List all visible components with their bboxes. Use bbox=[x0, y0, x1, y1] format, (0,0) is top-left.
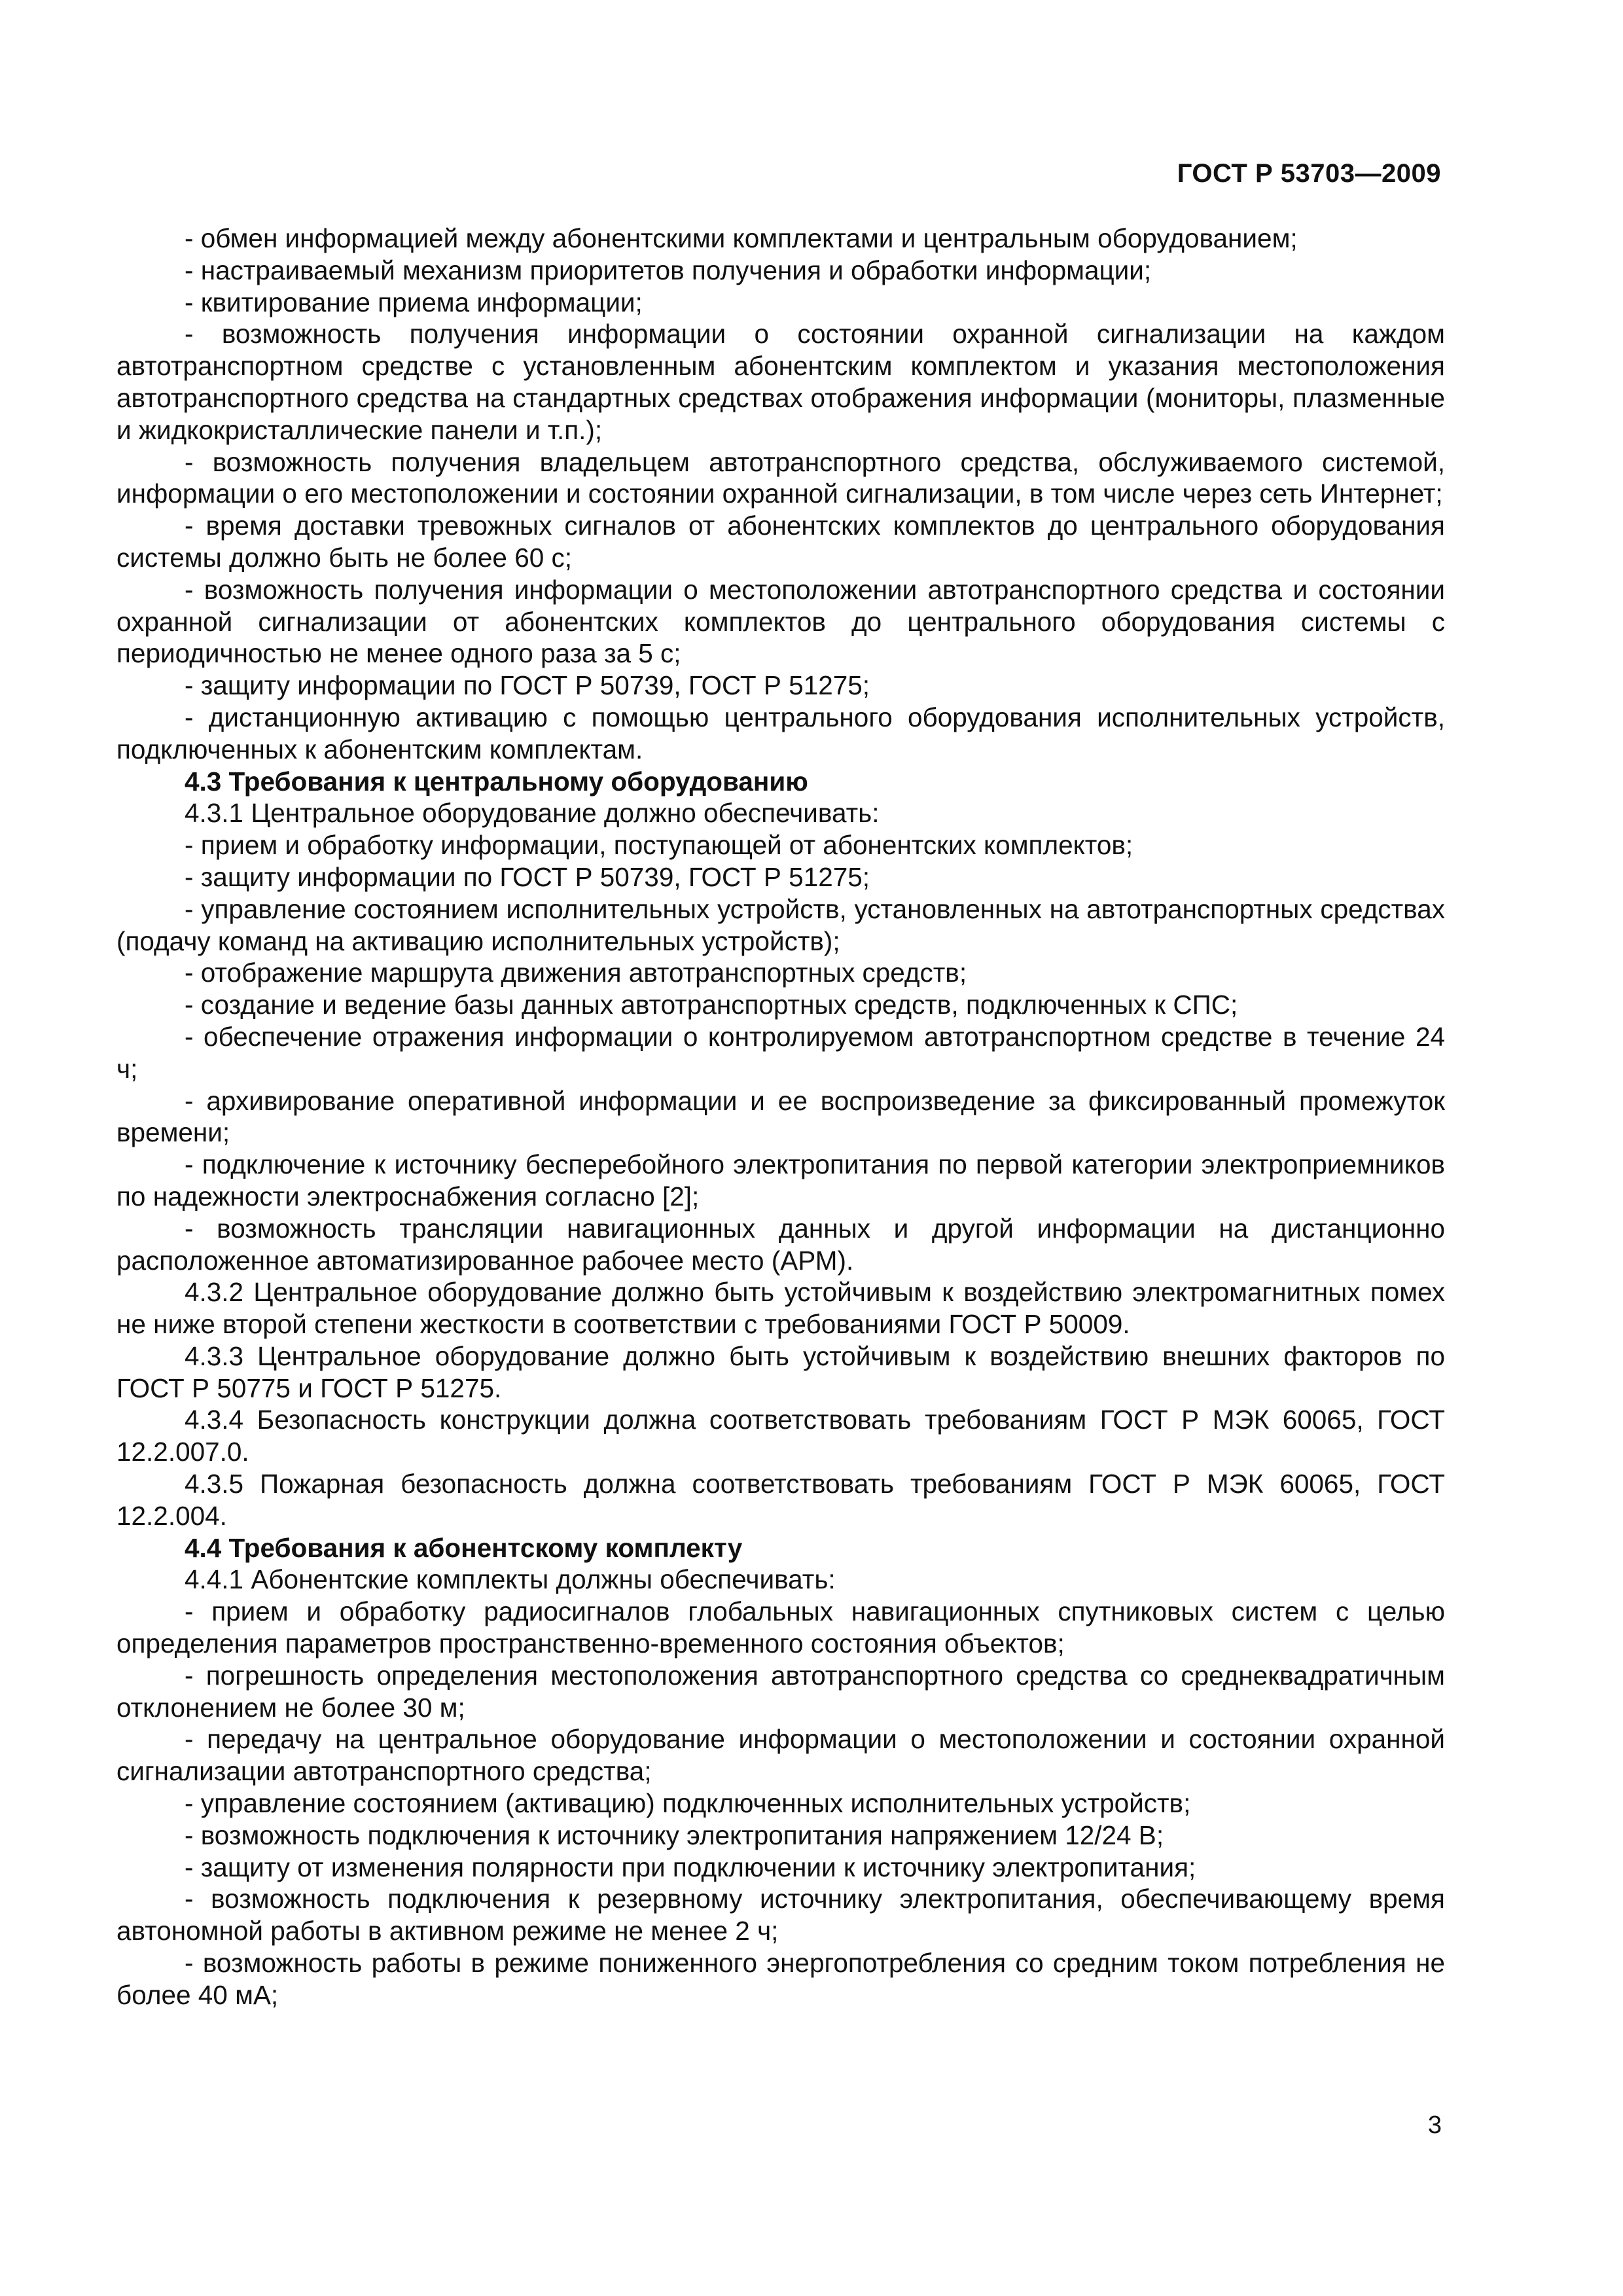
paragraph: - управление состоянием (активацию) подключенных исполнительных устройств; bbox=[185, 1788, 1191, 1819]
paragraph: 4.3.4 Безопасность конструкции должна соответствовать требованиям ГОСТ Р МЭК 60065, ГОСТ 12.2.007.0. bbox=[116, 1405, 1445, 1467]
paragraph: 4.3.2 Центральное оборудование должно быть устойчивым к воздействию электромагнитных помех не ниже второй степени жесткости в соответствии с требованиями ГОСТ Р 50009. bbox=[116, 1277, 1445, 1340]
paragraph: - обеспечение отражения информации о контролируемом автотранспортном средстве в течение 24 ч; bbox=[116, 1021, 1445, 1084]
paragraph: 4.3.3 Центральное оборудование должно быть устойчивым к воздействию внешних факторов по ГОСТ Р 50775 и ГОСТ Р 51275. bbox=[116, 1340, 1445, 1403]
paragraph: - обмен информацией между абонентскими комплектами и центральным оборудованием; bbox=[185, 223, 1298, 253]
section-heading-4-4: 4.4 Требования к абонентскому комплекту bbox=[185, 1532, 743, 1563]
paragraph: - защиту информации по ГОСТ Р 50739, ГОСТ Р 51275; bbox=[185, 670, 870, 701]
paragraph: - защиту информации по ГОСТ Р 50739, ГОСТ Р 51275; bbox=[185, 861, 870, 892]
document-header: ГОСТ Р 53703—2009 bbox=[1177, 159, 1441, 188]
section-heading-4-3: 4.3 Требования к центральному оборудованию bbox=[185, 766, 808, 797]
paragraph: - создание и ведение базы данных автотранспортных средств, подключенных к СПС; bbox=[185, 990, 1238, 1020]
paragraph: - прием и обработку информации, поступающей от абонентских комплектов; bbox=[185, 830, 1133, 861]
paragraph: 4.3.5 Пожарная безопасность должна соответствовать требованиям ГОСТ Р МЭК 60065, ГОСТ 12.2.004. bbox=[116, 1469, 1445, 1531]
paragraph: - возможность получения информации о местоположении автотранспортного средства и состоянии охранной сигнализации от абонентских комплектов до центрального оборудования системы с периодичностью не менее одного раза за 5 с; bbox=[116, 574, 1445, 669]
paragraph: - возможность подключения к резервному источнику электропитания, обеспечивающему время автономной работы в активном режиме не менее 2 ч; bbox=[116, 1884, 1445, 1946]
paragraph: - управление состоянием исполнительных устройств, установленных на автотранспортных средствах (подачу команд на активацию исполнительных устройств); bbox=[116, 893, 1445, 956]
paragraph: - архивирование оперативной информации и ее воспроизведение за фиксированный промежуток времени; bbox=[116, 1085, 1445, 1148]
paragraph: - настраиваемый механизм приоритетов получения и обработки информации; bbox=[185, 255, 1152, 285]
paragraph: - погрешность определения местоположения автотранспортного средства со среднеквадратичным отклонением не более 30 м; bbox=[116, 1660, 1445, 1723]
paragraph: - время доставки тревожных сигналов от абонентских комплектов до центрального оборудования системы должно быть не более 60 с; bbox=[116, 511, 1445, 573]
paragraph: - возможность трансляции навигационных данных и другой информации на дистанционно расположенное автоматизированное рабочее место (АРМ). bbox=[116, 1213, 1445, 1276]
paragraph: 4.4.1 Абонентские комплекты должны обеспечивать: bbox=[185, 1564, 836, 1595]
paragraph: - прием и обработку радиосигналов глобальных навигационных спутниковых систем с целью определения параметров пространственно-временного состояния объектов; bbox=[116, 1596, 1445, 1659]
paragraph: - возможность получения информации о состоянии охранной сигнализации на каждом автотранспортном средстве с установленным абонентским комплектом и указания местоположения автотранспортного средства на стандартных средствах отображения информации (мониторы, плазменные и жидкокристаллические панели и т.п.); bbox=[116, 319, 1445, 445]
paragraph: - защиту от изменения полярности при подключении к источнику электропитания; bbox=[185, 1852, 1196, 1882]
paragraph: - передачу на центральное оборудование информации о местоположении и состоянии охранной сигнализации автотранспортного средства; bbox=[116, 1724, 1445, 1787]
page-number: 3 bbox=[1427, 2111, 1442, 2139]
paragraph: - квитирование приема информации; bbox=[185, 287, 643, 317]
document-body bbox=[116, 223, 1445, 2011]
paragraph: - возможность работы в режиме пониженного энергопотребления со средним током потребления не более 40 мА; bbox=[116, 1948, 1445, 2010]
paragraph: - подключение к источнику бесперебойного электропитания по первой категории электроприемников по надежности электроснабжения согласно [2]; bbox=[116, 1149, 1445, 1211]
paragraph: 4.3.1 Центральное оборудование должно обеспечивать: bbox=[185, 798, 880, 829]
paragraph: - возможность подключения к источнику электропитания напряжением 12/24 В; bbox=[185, 1820, 1164, 1850]
paragraph: - отображение маршрута движения автотранспортных средств; bbox=[185, 958, 967, 988]
paragraph: - возможность получения владельцем автотранспортного средства, обслуживаемого системой, информации о его местоположении и состоянии охранной сигнализации, в том числе через сеть Интернет; bbox=[116, 446, 1445, 509]
paragraph: - дистанционную активацию с помощью центрального оборудования исполнительных устройств, подключенных к абонентским комплектам. bbox=[116, 702, 1445, 764]
